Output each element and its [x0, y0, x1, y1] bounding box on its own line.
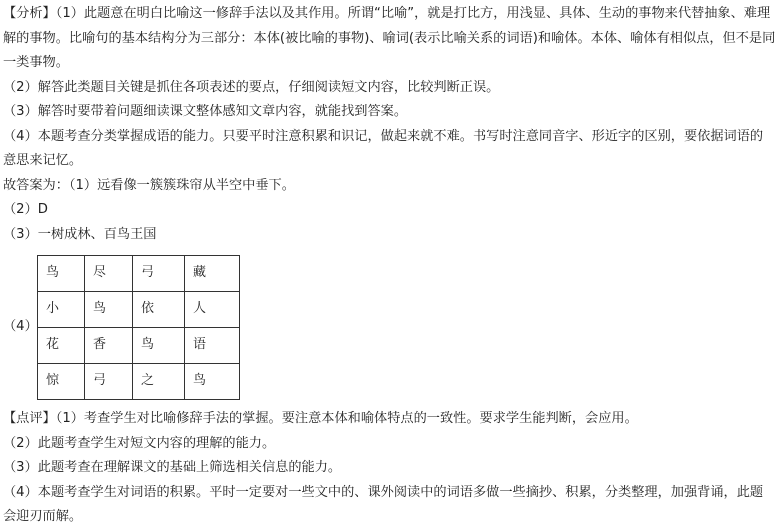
grid-row — [38, 363, 240, 399]
grid-cell: 依 — [133, 291, 185, 327]
analysis-paragraph-3: （3）解答时要带着问题细读课文整体感知文章内容，就能找到答案。 — [3, 104, 408, 119]
answer-3: （3）一树成林、百鸟王国 — [3, 226, 157, 242]
grid-cell: 尽 — [85, 255, 133, 291]
grid-cell: 香 — [85, 327, 133, 363]
grid-cell: 弓 — [133, 255, 185, 291]
grid-cell: 小 — [38, 291, 85, 327]
analysis-paragraph-2: （2）解答此类题目关键是抓住各项表述的要点，仔细阅读短文内容，比较判断正误。 — [3, 79, 500, 95]
answer-4-row — [3, 248, 776, 406]
grid-cell: 鸟 — [85, 291, 133, 327]
grid-cell: 鸟 — [133, 327, 185, 363]
answer-2: （2）D — [3, 202, 48, 217]
grid-cell: 鸟 — [38, 255, 85, 291]
answer-intro: 故答案为：（1）远看像一簇簇珠帘从半空中垂下。 — [3, 177, 295, 193]
comment-paragraph-2: （2）此题考查学生对短文内容的理解的能力。 — [3, 435, 276, 451]
grid-cell: 弓 — [85, 363, 133, 399]
idiom-grid — [37, 255, 240, 400]
grid-row — [38, 291, 240, 327]
comment-paragraph-4: （4）本题考查学生对词语的积累。平时一定要对一些文中的、课外阅读中的词语多做一些摘抄、积累，分类整理，加强背诵，此题会迎刃而解。 — [3, 484, 764, 524]
comment-paragraph-3: （3）此题考查在理解课文的基础上筛选相关信息的能力。 — [3, 460, 342, 475]
grid-cell: 花 — [38, 327, 85, 363]
grid-row — [38, 255, 240, 291]
analysis-paragraph-1: 【分析】（1）此题意在明白比喻这一修辞手法以及其作用。所谓“比喻”，就是打比方，用浅显、具体、生动的事物来代替抽象、难理解的事物。比喻句的基本结构分为三部分：本体(被比喻的事物)、喻词(表示比喻关系的词语)和喻体。本体、喻体有相似点，但不是同一类事物。 — [3, 6, 776, 70]
grid-cell: 语 — [185, 327, 240, 363]
grid-cell: 藏 — [185, 255, 240, 291]
answer-4-label: （4） — [3, 319, 38, 334]
grid-cell: 人 — [185, 291, 240, 327]
analysis-paragraph-4: （4）本题考查分类掌握成语的能力。只要平时注意积累和识记，做起来就不难。书写时注意同音字、形近字的区别，要依据词语的意思来记忆。 — [3, 128, 764, 168]
comment-paragraph-1: 【点评】（1）考查学生对比喻修辞手法的掌握。要注意本体和喻体特点的一致性。要求学生能判断，会应用。 — [3, 411, 638, 426]
grid-row — [38, 327, 240, 363]
grid-cell: 之 — [133, 363, 185, 399]
grid-cell: 鸟 — [185, 363, 240, 399]
grid-cell: 惊 — [38, 363, 85, 399]
